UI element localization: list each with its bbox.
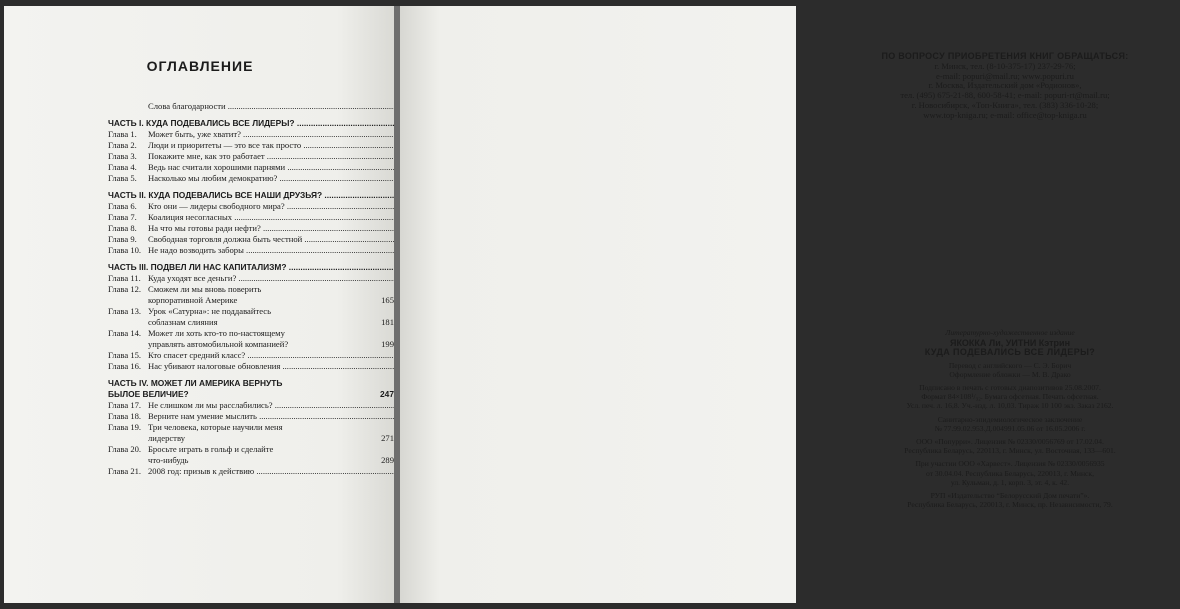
toc-entry-title: Ведь нас считали хорошими парнями ..... bbox=[148, 162, 504, 173]
publisher-info bbox=[840, 437, 1180, 455]
toc-chapter-row bbox=[108, 234, 394, 245]
book-title: КУДА ПОДЕВАЛИСЬ ВСЕ ЛИДЕРЫ? bbox=[924, 347, 1096, 358]
printer-line: РУП «Издательство “Белорусский Дом печати”». bbox=[930, 491, 1090, 501]
toc-entry-title: Куда уходят все деньги? ..... bbox=[148, 273, 455, 284]
sanitary-info bbox=[840, 415, 1180, 433]
toc-chapter-label: Глава 1. bbox=[108, 129, 137, 139]
right-page bbox=[400, 6, 1129, 603]
toc-entry-title: ЧАСТЬ I. КУДА ПОДЕВАЛИСЬ ВСЕ ЛИДЕРЫ? ..... bbox=[108, 118, 532, 129]
author-line: ЯКОККА Ли, УИТНИ Кэтрин bbox=[949, 338, 1071, 349]
toc-chapter-row bbox=[108, 422, 394, 433]
toc-chapter-row bbox=[108, 162, 394, 173]
toc-entry-title: корпоративной Америке bbox=[148, 295, 238, 305]
toc-page-number: 181 bbox=[381, 317, 394, 327]
toc-entry-title: ЧАСТЬ III. ПОДВЕЛ ЛИ НАС КАПИТАЛИЗМ? ..... bbox=[108, 262, 524, 273]
genre-line: Литературно-художественное издание bbox=[945, 328, 1075, 337]
contacts-heading: ПО ВОПРОСУ ПРИОБРЕТЕНИЯ КНИГ ОБРАЩАТЬСЯ: bbox=[881, 51, 1129, 61]
toc-entry-title: Свободная торговля должна быть честной ..... bbox=[148, 234, 521, 245]
publisher-line: Республика Беларусь, 220113, г. Минск, ул. Восточная, 133—601. bbox=[904, 446, 1116, 456]
toc-entry-title: На что мы готовы ради нефти? ..... bbox=[148, 223, 480, 234]
toc-entry-title: Насколько мы любим демократию? ..... bbox=[148, 173, 497, 184]
contact-line: г. Минск, тел. (8-10-375-17) 237-29-76; bbox=[934, 60, 1076, 71]
left-page bbox=[4, 6, 396, 603]
toc-chapter-row bbox=[108, 151, 394, 162]
toc-chapter-label: Глава 7. bbox=[108, 212, 137, 222]
toc-entry-title: БЫЛОЕ ВЕЛИЧИЕ? bbox=[108, 389, 189, 399]
credit-line: Перевод с английского — С. Э. Борич bbox=[948, 360, 1072, 370]
toc-chapter-row bbox=[108, 284, 394, 295]
toc-chapter-row bbox=[108, 361, 394, 372]
toc-chapter-label: Глава 14. bbox=[108, 328, 142, 338]
printer-info bbox=[840, 491, 1180, 509]
toc-chapter-row bbox=[108, 317, 394, 328]
sanitary-line: № 77.99.02.953.Д.004991.05.06 от 16.05.2006 г. bbox=[934, 423, 1086, 433]
toc-chapter-row bbox=[108, 328, 394, 339]
toc-chapter-row bbox=[108, 433, 394, 444]
contact-line: тел. (495) 675-21-88, 600-58-41; e-mail: popuri-rt@mail.ru; bbox=[900, 90, 1110, 101]
toc-entry-title: ЧАСТЬ IV. МОЖЕТ ЛИ АМЕРИКА ВЕРНУТЬ bbox=[108, 378, 283, 388]
toc-chapter-label: Глава 10. bbox=[108, 245, 142, 255]
toc-chapter-label: Глава 13. bbox=[108, 306, 142, 316]
toc-chapter-row bbox=[108, 411, 394, 422]
toc-chapter-row bbox=[108, 201, 394, 212]
toc-entry-title: соблазнам слияния bbox=[148, 317, 218, 327]
toc-chapter-label: Глава 9. bbox=[108, 234, 137, 244]
toc-chapter-label: Глава 21. bbox=[108, 466, 142, 476]
toc-part-row bbox=[108, 378, 394, 389]
partner-info bbox=[840, 459, 1180, 487]
publisher-line: ООО «Попурри». Лицензия № 02330/0056769 от 17.02.04. bbox=[916, 437, 1104, 447]
toc-part-row bbox=[108, 389, 394, 400]
toc-entry-title: Три человека, которые научили меня bbox=[148, 422, 283, 432]
toc-chapter-row bbox=[108, 223, 394, 234]
toc-page-number: 247 bbox=[380, 389, 394, 399]
toc-entry-title: Кто они — лидеры свободного мира? ..... bbox=[148, 201, 504, 212]
toc-page-number: 271 bbox=[381, 433, 394, 443]
toc-chapter-row bbox=[108, 339, 394, 350]
purchase-contacts bbox=[830, 52, 1180, 121]
toc-entry-title: Верните нам умение мыслить ..... bbox=[148, 411, 476, 422]
toc-page-number: 165 bbox=[381, 295, 394, 305]
toc-chapter-label: Глава 17. bbox=[108, 400, 142, 410]
toc-part-row bbox=[108, 262, 394, 273]
toc-entry-title: Может быть, уже хватит? ..... bbox=[148, 129, 460, 140]
toc-entry-title: 2008 год: призыв к действию ..... bbox=[148, 466, 473, 477]
toc-chapter-row bbox=[108, 466, 394, 477]
toc-entry-title: Может ли хоть кто-то по-настоящему bbox=[148, 328, 285, 338]
toc-chapter-label: Глава 2. bbox=[108, 140, 137, 150]
print-info-line: Подписано в печать с готовых диапозитивов 25.08.2007. bbox=[919, 383, 1101, 393]
partner-line: При участии ООО «Харвест». Лицензия № 02330/0056935 bbox=[915, 459, 1105, 469]
printer-line: Республика Беларусь, 220013, г. Минск, пр. Независимости, 79. bbox=[907, 500, 1113, 510]
toc-chapter-label: Глава 5. bbox=[108, 173, 137, 183]
toc-chapter-label: Глава 3. bbox=[108, 151, 137, 161]
credit-line: Оформление обложки — М. В. Драко bbox=[949, 369, 1071, 379]
toc-entry-title: Покажите мне, как это работает ..... bbox=[148, 151, 484, 162]
toc-chapter-label: Глава 16. bbox=[108, 361, 142, 371]
toc-chapter-row bbox=[108, 400, 394, 411]
partner-line: от 30.04.04. Республика Беларусь, 220013, г. Минск, bbox=[926, 468, 1094, 478]
contact-line: www.top-kniga.ru; e-mail: office@top-kniga.ru bbox=[923, 109, 1087, 120]
toc-chapter-label: Глава 6. bbox=[108, 201, 137, 211]
toc-title: ОГЛАВЛЕНИЕ bbox=[146, 58, 254, 74]
toc-chapter-row bbox=[108, 295, 394, 306]
toc-part-row bbox=[108, 190, 394, 201]
toc-chapter-label: Глава 19. bbox=[108, 422, 142, 432]
imprint-block bbox=[840, 328, 1180, 509]
toc-chapter-label: Глава 18. bbox=[108, 411, 142, 421]
toc-chapter-row bbox=[108, 140, 394, 151]
toc-entry-title: Коалиция несогласных ..... bbox=[148, 212, 451, 223]
toc-page-number: 289 bbox=[381, 455, 394, 465]
toc-chapter-row bbox=[108, 455, 394, 466]
toc-entry-title: Люди и приоритеты — это все так просто ..... bbox=[148, 140, 520, 151]
toc-entry-title: лидерству bbox=[148, 433, 186, 443]
toc-entry-title: Не слишком ли мы расслабились? ..... bbox=[148, 400, 492, 411]
toc-entry-title: ЧАСТЬ II. КУДА ПОДЕВАЛИСЬ ВСЕ НАШИ ДРУЗЬЯ? ..... bbox=[108, 190, 559, 201]
toc-chapter-row bbox=[108, 245, 394, 256]
toc-part-row bbox=[108, 118, 394, 129]
toc-entry-title: Урок «Сатурна»: не поддавайтесь bbox=[148, 306, 271, 316]
toc-chapter-label: Глава 4. bbox=[108, 162, 137, 172]
toc-entry-title: управлять автомобильной компанией? bbox=[148, 339, 289, 349]
toc-chapter-row bbox=[108, 444, 394, 455]
contact-line: г. Москва, Издательский дом «Родионов», bbox=[928, 80, 1082, 91]
toc-chapter-row bbox=[108, 350, 394, 361]
toc-chapter-label: Глава 12. bbox=[108, 284, 142, 294]
toc-chapter-row bbox=[108, 101, 394, 112]
toc-chapter-row bbox=[108, 129, 394, 140]
contact-line: e-mail: popuri@mail.ru; www.popuri.ru bbox=[936, 70, 1074, 81]
toc-chapter-row bbox=[108, 273, 394, 284]
table-of-contents bbox=[108, 101, 394, 477]
toc-entry-title: Бросьте играть в гольф и сделайте bbox=[148, 444, 274, 454]
sanitary-line: Санитарно-эпидемиологическое заключение bbox=[937, 414, 1083, 424]
toc-chapter-label: Глава 8. bbox=[108, 223, 137, 233]
toc-entry-title: Нас убивают налоговые обновления ..... bbox=[148, 361, 500, 372]
toc-chapter-label: Глава 15. bbox=[108, 350, 142, 360]
toc-entry-title: Не надо возводить заборы ..... bbox=[148, 245, 463, 256]
print-info-line: Формат 84×108¹/₃₂. Бумага офсетная. Печать офсетная. bbox=[921, 392, 1099, 402]
toc-chapter-row bbox=[108, 306, 394, 317]
toc-entry-title: Сможем ли мы вновь поверить bbox=[148, 284, 262, 294]
toc-entry-title: что-нибудь bbox=[148, 455, 189, 465]
toc-entry-title: Слова благодарности ..... bbox=[148, 101, 445, 112]
toc-page-number: 199 bbox=[381, 339, 394, 349]
toc-chapter-label: Глава 20. bbox=[108, 444, 142, 454]
print-info-line: Усл. печ. л. 16,8. Уч.-изд. л. 10,03. Тираж 10 100 экз. Заказ 2162. bbox=[906, 401, 1114, 411]
partner-line: ул. Кульман, д. 1, корп. 3, эт. 4, к. 42. bbox=[950, 477, 1070, 487]
print-info bbox=[840, 383, 1180, 411]
toc-chapter-row bbox=[108, 212, 394, 223]
toc-chapter-row bbox=[108, 173, 394, 184]
toc-entry-title: Кто спасет средний класс? ..... bbox=[148, 350, 464, 361]
contact-line: г. Новосибирск, «Топ-Книга», тел. (383) 336-10-28; bbox=[911, 99, 1099, 110]
toc-chapter-label: Глава 11. bbox=[108, 273, 141, 283]
